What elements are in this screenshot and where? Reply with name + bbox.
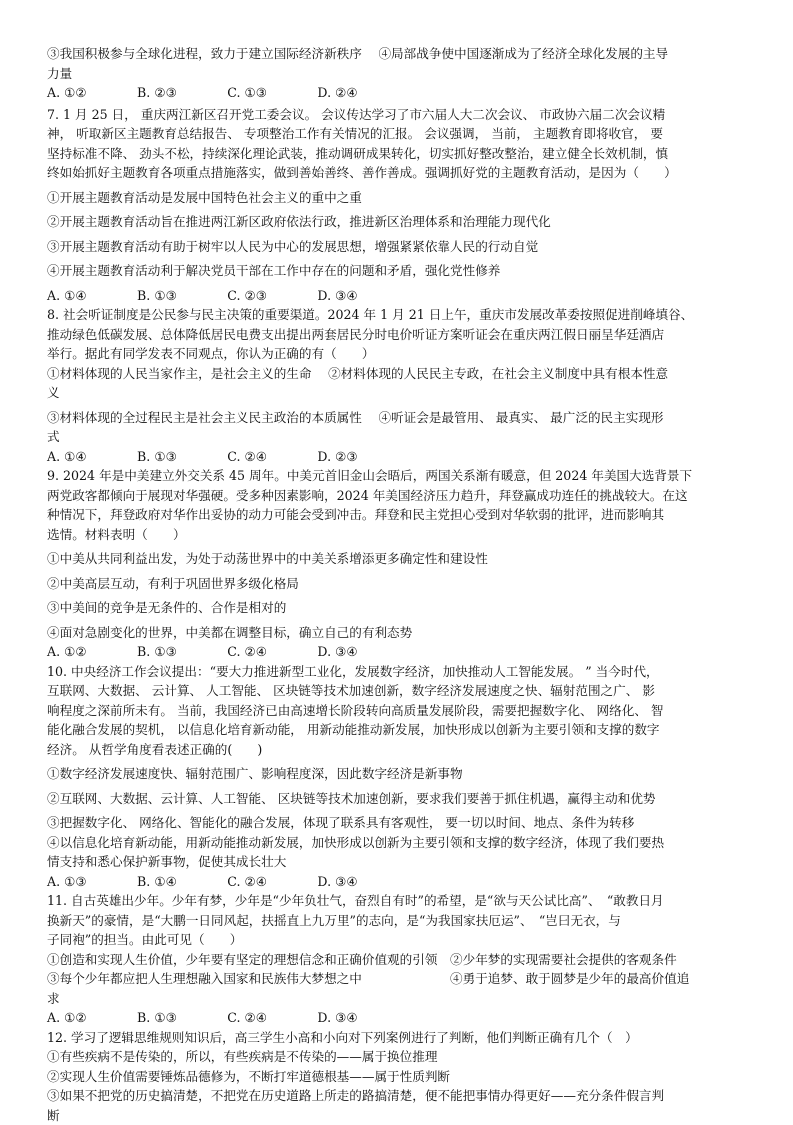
text-line: 式 bbox=[47, 427, 755, 447]
question-10-stem: 10. 中央经济工作会议提出：“要大力推进新型工业化，发展数字经济，加快推动人工智能发展。 ” 当今时代， bbox=[47, 662, 755, 682]
answer-options: A. ①② B. ①③ C. ②④ D. ③④ bbox=[47, 642, 755, 662]
text-line: 力量 bbox=[47, 64, 755, 84]
exam-page bbox=[47, 44, 755, 1125]
statement: ①数字经济发展速度快、辐射范围广、影响程度深，因此数字经济是新事物 bbox=[47, 764, 755, 784]
statement: ③材料体现的全过程民主是社会主义民主政治的本质属性 ④听证会是最管用、 最真实、 最广泛的民主实现形 bbox=[47, 408, 755, 428]
text-line: 互联网、大数据、 云计算、 人工智能、 区块链等技术加速创新，数字经济发展速度之快、辐射范围之广、 影 bbox=[47, 681, 755, 701]
question-9-stem: 9. 2024 年是中美建立外交关系 45 周年。中美元首旧金山会晤后，两国关系渐有暖意，但 2024 年美国大选背景下 bbox=[47, 466, 755, 486]
statement: ②互联网、大数据、云计算、人工智能、 区块链等技术加速创新，要求我们要善于抓住机遇，赢得主动和优势 bbox=[47, 789, 755, 809]
text-line: 终如始抓好主题教育各项重点措施落实，做到善始善终、善作善成。强调抓好党的主题教育活动，是因为（ ） bbox=[47, 163, 755, 183]
statement: ①材料体现的人民当家作主，是社会主义的生命 ②材料体现的人民民主专政，在社会主义制度中具有根本性意 bbox=[47, 364, 755, 384]
text-line: 推动绿色低碳发展、总体降低居民电费支出提出两套居民分时电价听证方案听证会在重庆两江假日丽呈华廷酒店 bbox=[47, 325, 755, 345]
question-7-stem: 7. 1 月 25 日， 重庆两江新区召开党工委会议。 会议传达学习了市六届人大二次会议、 市政协六届二次会议精 bbox=[47, 105, 755, 125]
text-line: 响程度之深前所未有。 当前，我国经济已由高速增长阶段转向高质量发展阶段，需要把握数字化、 网络化、 智 bbox=[47, 701, 755, 721]
statement: ②开展主题教育活动旨在推进两江新区政府依法行政，推进新区治理体系和治理能力现代化 bbox=[47, 212, 755, 232]
statement: ③如果不把党的历史搞清楚，不把党在历史道路上所走的路搞清楚，便不能把事情办得更好——充分条件假言判 bbox=[47, 1086, 755, 1106]
text-line: 子同袍”的担当。由此可见（ ） bbox=[47, 930, 755, 950]
answer-options: A. ①④ B. ①③ C. ②③ D. ③④ bbox=[47, 286, 755, 306]
text-line: 情支持和悉心保护新事物，促使其成长壮大 bbox=[47, 852, 755, 872]
statement: ①开展主题教育活动是发展中国特色社会主义的重中之重 bbox=[47, 188, 755, 208]
answer-options: A. ①④ B. ①③ C. ②④ D. ②③ bbox=[47, 447, 755, 467]
text-line: 举行。据此有同学发表不同观点，你认为正确的有（ ） bbox=[47, 344, 755, 364]
text-line: 经济。 从哲学角度看表述正确的( ) bbox=[47, 740, 755, 760]
statement: ①中美从共同利益出发，为处于动荡世界中的中美关系增添更多确定性和建设性 bbox=[47, 549, 755, 569]
text-line: ③我国积极参与全球化进程，致力于建立国际经济新秩序 ④局部战争使中国逐渐成为了经济全球化发展的主导 bbox=[47, 44, 755, 64]
statement: ③中美间的竞争是无条件的、合作是相对的 bbox=[47, 598, 755, 618]
text-line: 能化融合发展的契机， 以信息化培育新动能， 用新动能推动新发展，加快形成以创新为主要引领和支撑的数字 bbox=[47, 720, 755, 740]
text-line: 义 bbox=[47, 383, 755, 403]
text-line: 种情况下，拜登政府对华作出妥协的动力可能会受到冲击。拜登和民主党担心受到对华软弱的批评，进而影响其 bbox=[47, 505, 755, 525]
question-8-stem: 8. 社会听证制度是公民参与民主决策的重要渠道。2024 年 1 月 21 日上午，重庆市发展改革委按照促进削峰填谷、 bbox=[47, 305, 755, 325]
answer-options: A. ①② B. ②③ C. ①③ D. ②④ bbox=[47, 83, 755, 103]
text-line: 选情。材料表明（ ） bbox=[47, 525, 755, 545]
text-line: 两党政客都倾向于展现对华强硬。受多种因素影响，2024 年美国经济压力趋升，拜登赢成功连任的挑战较大。在这 bbox=[47, 486, 755, 506]
text-line: 求 bbox=[47, 989, 755, 1009]
text-line: 换新天”的豪情，是“大鹏一日同风起，扶摇直上九万里”的志向，是“为我国家扶厄运”、 “岂曰无衣，与 bbox=[47, 911, 755, 931]
statement: ③每个少年都应把人生理想融入国家和民族伟大梦想之中 ④勇于追梦、敢于圆梦是少年的最高价值追 bbox=[47, 969, 755, 989]
text-line: 坚持标准不降、 劲头不松，持续深化理论武装，推动调研成果转化，切实抓好整改整治，建立健全长效机制，慎 bbox=[47, 144, 755, 164]
text-line: 神， 听取新区主题教育总结报告、 专项整治工作有关情况的汇报。 会议强调， 当前， 主题教育即将收官， 要 bbox=[47, 124, 755, 144]
statement: ④面对急剧变化的世界，中美都在调整目标，确立自己的有利态势 bbox=[47, 623, 755, 643]
statement: ②实现人生价值需要锤炼品德修为，不断打牢道德根基——属于性质判断 bbox=[47, 1067, 755, 1087]
statement: ③开展主题教育活动有助于树牢以人民为中心的发展思想，增强紧紧依靠人民的行动自觉 bbox=[47, 237, 755, 257]
statement: ③把握数字化、 网络化、智能化的融合发展，体现了联系具有客观性， 要一切以时间、地点、条件为转移 bbox=[47, 813, 755, 833]
question-11-stem: 11. 自古英雄出少年。少年有梦，少年是“少年负壮气，奋烈自有时”的希望，是“欲与天公试比高”、 “敢教日月 bbox=[47, 891, 755, 911]
answer-options: A. ①② B. ①③ C. ②④ D. ③④ bbox=[47, 1008, 755, 1028]
text-line: 断 bbox=[47, 1106, 755, 1125]
statement: ④以信息化培育新动能，用新动能推动新发展，加快形成以创新为主要引领和支撑的数字经济，体现了我们要热 bbox=[47, 833, 755, 853]
statement: ①有些疾病不是传染的，所以，有些疾病是不传染的——属于换位推理 bbox=[47, 1047, 755, 1067]
statement: ②中美高层互动，有利于巩固世界多级化格局 bbox=[47, 574, 755, 594]
answer-options: A. ①③ B. ①④ C. ②④ D. ③④ bbox=[47, 872, 755, 892]
statement: ④开展主题教育活动利于解决党员干部在工作中存在的问题和矛盾，强化党性修养 bbox=[47, 261, 755, 281]
question-12-stem: 12. 学习了逻辑思维规则知识后，高三学生小高和小向对下列案例进行了判断，他们判断正确有几个（ ） bbox=[47, 1028, 755, 1048]
statement: ①创造和实现人生价值，少年要有坚定的理想信念和正确价值观的引领 ②少年梦的实现需要社会提供的客观条件 bbox=[47, 950, 755, 970]
